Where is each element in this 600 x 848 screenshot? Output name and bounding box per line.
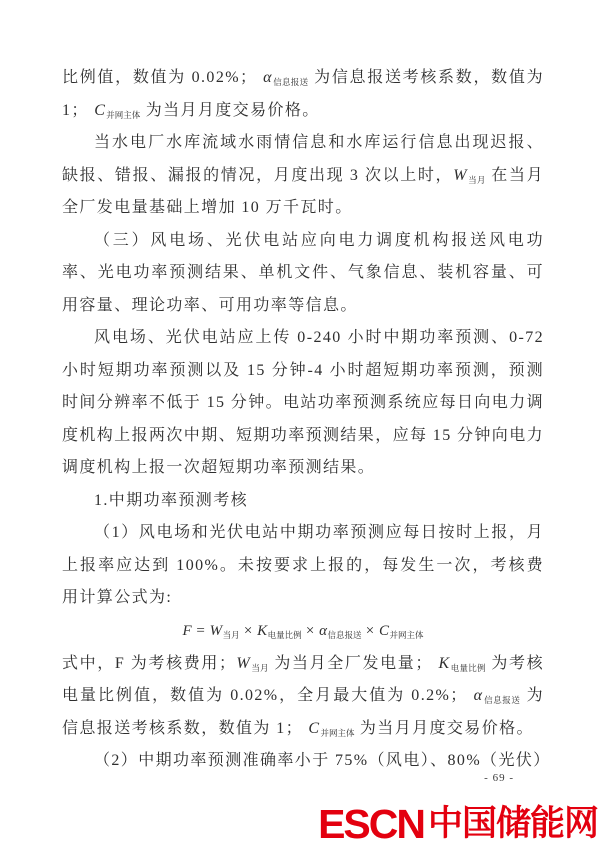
formula-subscript: 当月 [467,174,486,185]
para-item-1 [62,517,544,615]
page-number: - 69 - [484,772,514,784]
text-run: 为考核电量比例值，数值为 0.02%，全月最大值为 0.2%； [62,654,544,704]
escn-logo-cjk: 中国储能网 [427,804,598,843]
text-run: 为当月全厂发电量； [268,654,439,672]
formula-subscript: 当月 [222,629,240,640]
formula-subscript: 并网主体 [320,727,355,738]
formula-variable: α [263,69,273,86]
formula-subscript: 并网主体 [389,629,424,640]
formula-variable: W [236,654,252,672]
text-run: × [239,622,258,639]
formula-variable: C [308,719,321,737]
text-run: 1.中期功率预测考核 [94,491,249,509]
text-run: 为当月月度交易价格。 [354,719,534,737]
formula-subscript: 信息报送 [327,629,362,640]
formula-variable: W [209,622,223,639]
text-run: 为当月月度交易价格。 [140,101,320,119]
formula-subscript: 电量比例 [450,662,486,673]
document-body [62,62,551,778]
formula-variable: α [473,687,484,704]
text-run: （1）风电场和光伏电站中期功率预测应每日按时上报，月上报率应达到 100%。未按要求上报的，每发生一次，考核费用计算公式为: [62,524,544,606]
formula-variable: K [438,654,451,672]
para-continuation [62,62,544,127]
escn-logo [318,802,598,846]
para-hydro-penalty [62,127,544,225]
para-upload-requirements [62,322,544,485]
text-run: 为信息报送考核系数，数值为 1； [62,69,544,119]
text-run: 式中，F 为考核费用； [62,654,237,672]
para-item-3 [62,225,544,323]
para-formula-explanation [62,648,544,746]
formula-subscript: 当月 [251,662,269,673]
text-run: = [192,622,210,639]
text-run: （三）风电场、光伏电站应向电力调度机构报送风电功率、光电功率预测结果、单机文件、气象信息、装机容量、可用容量、理论功率、可用功率等信息。 [62,231,544,314]
formula-subscript: 并网主体 [106,109,141,120]
formula [62,615,544,648]
formula-variable: W [453,166,468,184]
text-run: 比例值，数值为 0.02%； [62,69,264,86]
text-run: × [361,622,379,639]
heading-mid-term-assessment [62,485,544,518]
formula-variable: α [319,622,328,639]
formula-variable: K [257,622,268,639]
text-run: 当水电厂水库流域水雨情信息和水库运行信息出现迟报、缺报、错报、漏报的情况，月度出现 3 次以上时， [62,134,544,184]
formula-subscript: 信息报送 [483,695,521,705]
formula-subscript: 信息报送 [272,77,309,87]
text-run: × [301,622,320,639]
text-run: （2）中期功率预测准确率小于 75%（风电）、80%（光伏） [94,752,551,769]
formula-variable: F [182,622,193,639]
para-item-2 [62,745,551,778]
text-run: 风电场、光伏电站应上传 0-240 小时中期功率预测、0-72 小时短期功率预测以及 15 分钟-4 小时超短期功率预测，预测时间分辨率不低于 15 分钟。电站功率预测系统应每日向电力调度机构上报两次中期、短期功率预测结果，应每 15 分钟向电力调度机构上报一次超短期功率预测结果。 [62,329,545,476]
formula-variable: C [94,101,107,119]
text-run: 在当月全厂发电量基础上增加 10 万千瓦时。 [62,166,544,216]
escn-logo-latin: ESCN [318,801,424,847]
text-run: 为信息报送考核系数，数值为 1； [62,687,544,737]
formula-subscript: 电量比例 [267,629,302,640]
formula-variable: C [378,622,390,639]
